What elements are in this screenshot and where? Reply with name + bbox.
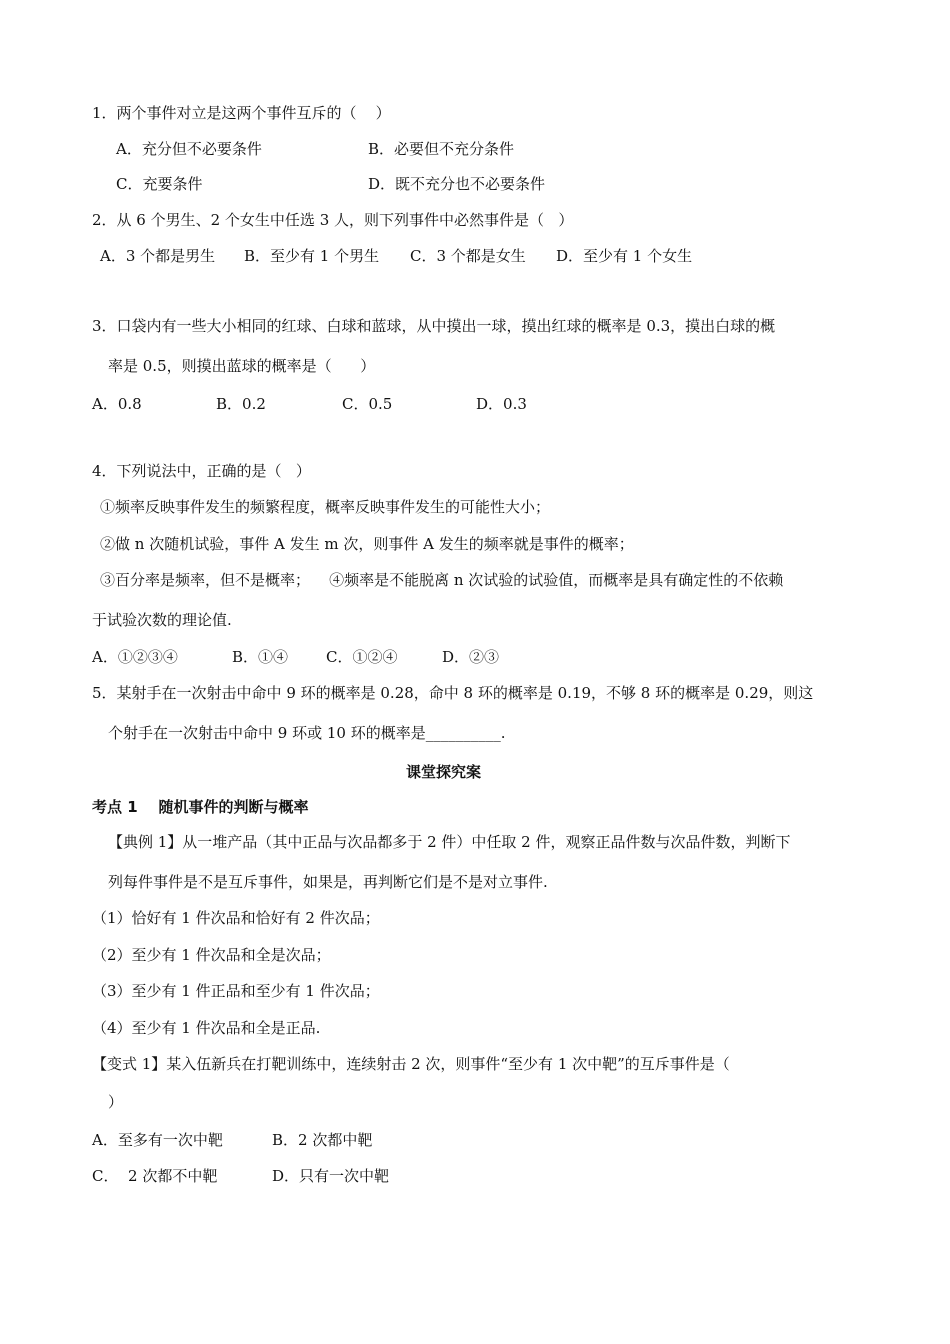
q4-statement-1: ①频率反映事件发生的频繁程度，概率反映事件发生的可能性大小； — [100, 498, 551, 516]
q4-statement-2: ②做 n 次随机试验，事件 A 发生 m 次，则事件 A 发生的频率就是事件的概率； — [100, 535, 634, 553]
variant1-option-c: C． 2 次都不中靶 — [92, 1167, 218, 1185]
section-title: 课堂探究案 — [406, 763, 482, 781]
q4-option-b: B．①④ — [232, 648, 289, 666]
variant1-option-b: B．2 次都中靶 — [272, 1131, 373, 1149]
variant1-option-d: D．只有一次中靶 — [272, 1167, 390, 1185]
example1-item-2: （2）至少有 1 件次品和全是次品； — [92, 946, 331, 964]
q2-option-c: C．3 个都是女生 — [410, 247, 526, 265]
q1-stem: 1．两个事件对立是这两个事件互斥的（ ） — [92, 104, 391, 122]
q2-option-a: A．3 个都是男生 — [100, 247, 216, 265]
q2-option-d: D．至少有 1 个女生 — [556, 247, 693, 265]
q3-option-a: A．0.8 — [92, 395, 142, 413]
q5-line1: 5．某射手在一次射击中命中 9 环的概率是 0.28，命中 8 环的概率是 0.19，不够 8 环的概率是 0.29，则这 — [92, 684, 814, 702]
q1-option-d: D．既不充分也不必要条件 — [368, 175, 546, 193]
kaodian-heading: 考点 1 随机事件的判断与概率 — [92, 798, 309, 816]
example1-item-4: （4）至少有 1 件次品和全是正品. — [92, 1019, 321, 1037]
q4-option-c: C．①②④ — [326, 648, 398, 666]
q5-line2: 个射手在一次射击中命中 9 环或 10 环的概率是__________. — [108, 724, 506, 742]
variant1-line2: ） — [108, 1093, 124, 1111]
q2-stem: 2．从 6 个男生、2 个女生中任选 3 人，则下列事件中必然事件是（ ） — [92, 211, 574, 229]
example1-item-1: （1）恰好有 1 件次品和恰好有 2 件次品； — [92, 909, 380, 927]
q3-option-c: C．0.5 — [342, 395, 393, 413]
q4-statement-3: ③百分率是频率，但不是概率； ④频率是不能脱离 n 次试验的试验值，而概率是具有确定性的不依赖 — [100, 571, 784, 589]
q4-option-d: D．②③ — [442, 648, 500, 666]
q2-option-b: B．至少有 1 个男生 — [244, 247, 380, 265]
q4-option-a: A．①②③④ — [92, 648, 178, 666]
variant1-line1: 【变式 1】某入伍新兵在打靶训练中，连续射击 2 次，则事件“至少有 1 次中靶”的互斥事件是（ — [92, 1055, 730, 1073]
q1-option-b: B．必要但不充分条件 — [368, 140, 515, 158]
q3-stem-line1: 3．口袋内有一些大小相同的红球、白球和蓝球，从中摸出一球，摸出红球的概率是 0.3，摸出白球的概 — [92, 317, 776, 335]
q3-stem-line2: 率是 0.5，则摸出蓝球的概率是（ ） — [108, 357, 376, 375]
q1-option-a: A．充分但不必要条件 — [116, 140, 262, 158]
q4-statement-4: 于试验次数的理论值. — [92, 611, 232, 629]
variant1-option-a: A．至多有一次中靶 — [92, 1131, 223, 1149]
example1-line1: 【典例 1】从一堆产品（其中正品与次品都多于 2 件）中任取 2 件，观察正品件数与次品件数，判断下 — [108, 833, 791, 851]
q3-option-d: D．0.3 — [476, 395, 527, 413]
example1-line2: 列每件事件是不是互斥事件，如果是，再判断它们是不是对立事件. — [108, 873, 548, 891]
q3-option-b: B．0.2 — [216, 395, 266, 413]
example1-item-3: （3）至少有 1 件正品和至少有 1 件次品； — [92, 982, 380, 1000]
q1-option-c: C．充要条件 — [116, 175, 203, 193]
q4-stem: 4．下列说法中，正确的是（ ） — [92, 462, 311, 480]
